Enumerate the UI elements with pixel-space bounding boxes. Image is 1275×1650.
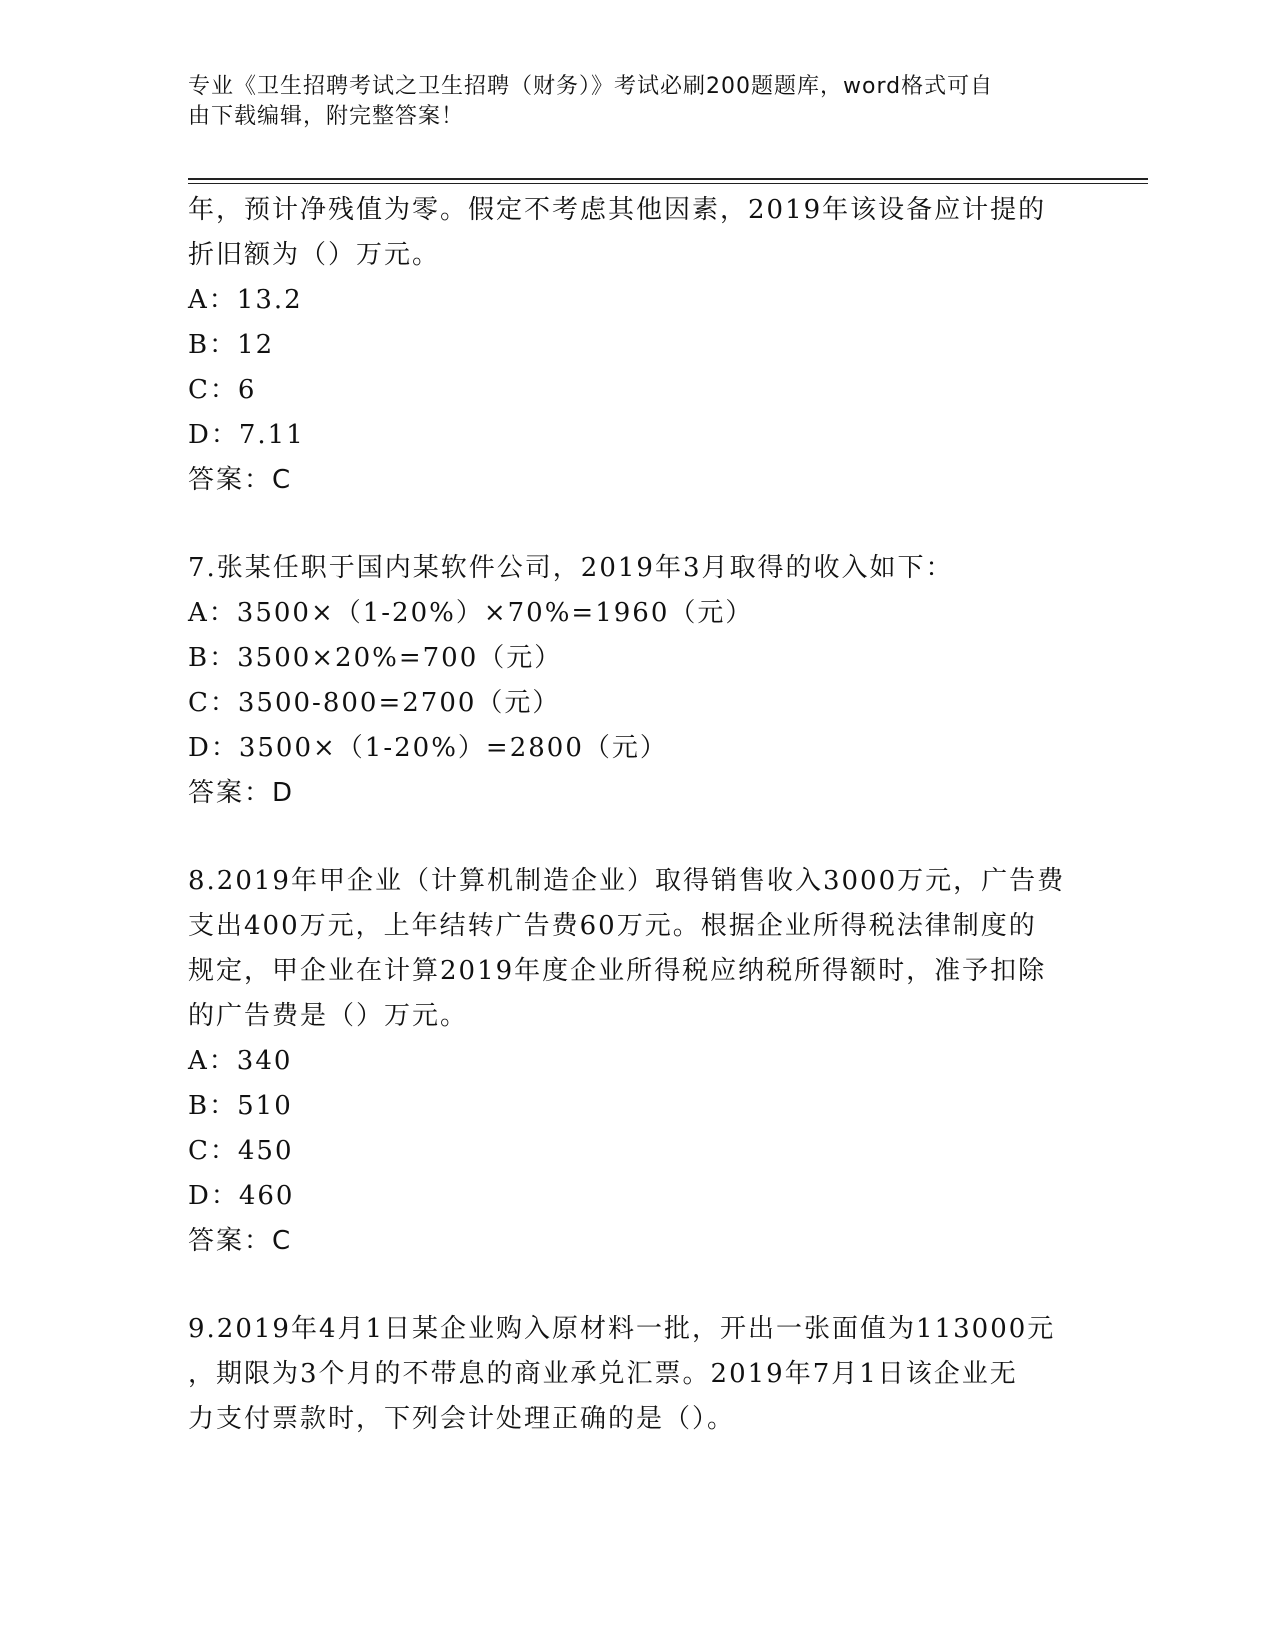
questions-body <box>188 188 1078 1442</box>
question-9 <box>188 1307 1078 1442</box>
question-stem-line: 年，预计净残值为零。假定不考虑其他因素，2019年该设备应计提的 <box>188 195 1047 225</box>
option-b: B：3500×20%=700（元） <box>188 643 563 673</box>
spacer <box>188 816 1078 859</box>
option-a: A：340 <box>188 1046 293 1076</box>
option-c: C：6 <box>188 375 257 405</box>
question-stem-line: 规定，甲企业在计算2019年度企业所得税应纳税所得额时，准予扣除 <box>188 956 1047 986</box>
question-stem-line: 9.2019年4月1日某企业购入原材料一批，开出一张面值为113000元 <box>188 1314 1056 1344</box>
question-8 <box>188 859 1078 1264</box>
question-stem-line: 折旧额为（）万元。 <box>188 240 441 270</box>
spacer <box>188 1264 1078 1307</box>
question-7 <box>188 546 1078 816</box>
answer-line: 答案：C <box>188 465 293 495</box>
question-6 <box>188 188 1078 503</box>
question-stem-line: 的广告费是（）万元。 <box>188 1001 469 1031</box>
question-stem-line: 7.张某任职于国内某软件公司，2019年3月取得的收入如下： <box>188 553 954 583</box>
question-stem-line: 8.2019年甲企业（计算机制造企业）取得销售收入3000万元，广告费 <box>188 866 1066 896</box>
page-header <box>188 72 1068 132</box>
option-c: C：3500-800=2700（元） <box>188 688 561 718</box>
option-d: D：460 <box>188 1181 295 1211</box>
option-b: B：510 <box>188 1091 293 1121</box>
header-rule-thick <box>188 178 1148 180</box>
option-a: A：13.2 <box>188 285 303 315</box>
option-a: A：3500×（1-20%）×70%=1960（元） <box>188 598 754 628</box>
option-b: B：12 <box>188 330 275 360</box>
spacer <box>188 503 1078 546</box>
question-stem-line: 力支付票款时，下列会计处理正确的是（）。 <box>188 1404 736 1434</box>
header-line-2: 由下载编辑，附完整答案！ <box>188 104 465 129</box>
answer-line: 答案：C <box>188 1226 293 1256</box>
answer-line: 答案：D <box>188 778 295 808</box>
header-rule-thin <box>188 183 1148 184</box>
question-stem-line: ，期限为3个月的不带息的商业承兑汇票。2019年7月1日该企业无 <box>188 1359 1018 1389</box>
option-d: D：3500×（1-20%）=2800（元） <box>188 733 668 763</box>
header-line-1: 专业《卫生招聘考试之卫生招聘（财务）》考试必刷200题题库，word格式可自 <box>188 74 994 99</box>
question-stem-line: 支出400万元，上年结转广告费60万元。根据企业所得税法律制度的 <box>188 911 1037 941</box>
option-c: C：450 <box>188 1136 294 1166</box>
option-d: D：7.11 <box>188 420 305 450</box>
